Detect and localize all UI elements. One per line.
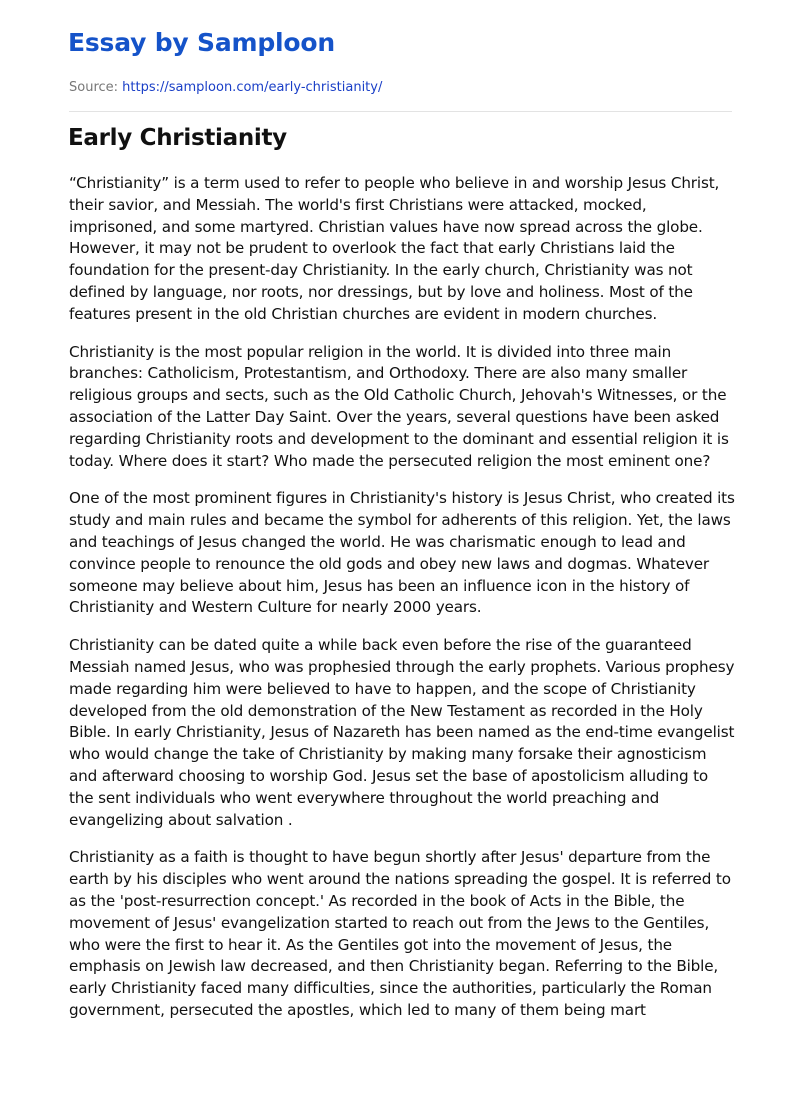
header-divider [69,111,732,112]
source-label: Source: [69,80,119,95]
article-body [69,173,735,1038]
article-paragraph: Christianity is the most popular religion in the world. It is divided into three main branches: Catholicism, Protestantism, and Orthodoxy. There are also many smaller religious groups and sects, such as the Old Catholic Church, Jehovah's Witnesses, or the association of the Latter Day Saint. Over the years, several questions have been asked regarding Christianity roots and development to the dominant and essential religion it is today. Where does it start? Who made the persecuted religion the most eminent one? [69,342,729,470]
article-paragraph: One of the most prominent figures in Christianity's history is Jesus Christ, who created its study and main rules and became the symbol for adherents of this religion. Yet, the laws and teachings of Jesus changed the world. He was charismatic enough to lead and convince people to renounce the old gods and obey new laws and dogmas. Whatever someone may believe about him, Jesus has been an influence icon in the history of Christianity and Western Culture for nearly 2000 years. [69,489,735,617]
source-link[interactable]: https://samploon.com/early-christianity/ [122,80,383,95]
site-brand[interactable]: Essay by Samploon [68,28,335,57]
article-paragraph: Christianity as a faith is thought to have begun shortly after Jesus' departure from the earth by his disciples who went around the nations spreading the gospel. It is referred to as the 'post-resurrection concept.' As recorded in the book of Acts in the Bible, the movement of Jesus' evangelization started to reach out from the Jews to the Gentiles, who were the first to hear it. As the Gentiles got into the movement of Jesus, the emphasis on Jewish law decreased, and then Christianity began. Referring to the Bible, early Christianity faced many difficulties, since the authorities, particularly the Roman government, persecuted the apostles, which led to many of them being mart [69,848,731,1019]
source-line [69,79,382,97]
article-title: Early Christianity [68,125,287,151]
article-paragraph: “Christianity” is a term used to refer to people who believe in and worship Jesus Christ, their savior, and Messiah. The world's first Christians were attacked, mocked, imprisoned, and some martyred. Christian values have now spread across the globe. However, it may not be prudent to overlook the fact that early Christians laid the foundation for the present-day Christianity. In the early church, Christianity was not defined by language, nor roots, nor dressings, but by love and holiness. Most of the features present in the old Christian churches are evident in modern churches. [69,174,720,323]
article-paragraph: Christianity can be dated quite a while back even before the rise of the guaranteed Messiah named Jesus, who was prophesied through the early prophets. Various prophesy made regarding him were believed to have to happen, and the scope of Christianity developed from the old demonstration of the New Testament as recorded in the Holy Bible. In early Christianity, Jesus of Nazareth has been named as the end-time evangelist who would change the take of Christianity by making many forsake their agnosticism and afterward choosing to worship God. Jesus set the base of apostolicism alluding to the sent individuals who went everywhere throughout the world preaching and evangelizing about salvation . [69,636,735,829]
